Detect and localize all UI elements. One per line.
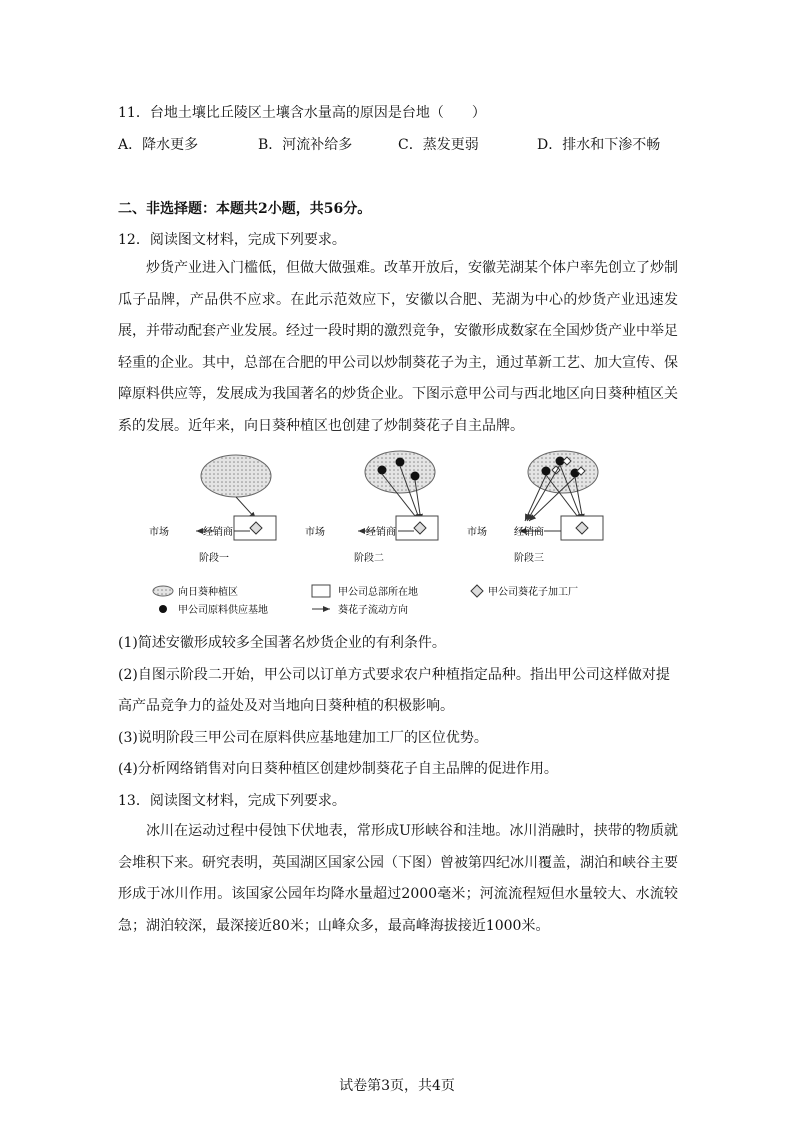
supply-base-icon	[542, 467, 551, 476]
q12-sub-2: (2)自图示阶段二开始，甲公司以订单方式要求农户种植指定品种。指出甲公司这样做对提	[118, 667, 670, 683]
sunflower-area	[365, 451, 435, 493]
sunflower-area	[201, 455, 271, 497]
stage-label: 阶段二	[354, 553, 384, 564]
q11-stem: 11．台地土壤比丘陵区土壤含水量高的原因是台地（ ）	[118, 105, 486, 121]
legend-base-label: 甲公司原料供应基地	[178, 605, 268, 616]
market-label: 市场	[305, 527, 325, 538]
supply-base-icon	[396, 458, 405, 467]
legend-area-label: 向日葵种植区	[178, 587, 238, 598]
stage-2	[305, 451, 438, 564]
supply-base-icon	[378, 466, 387, 475]
legend-flow-label: 葵花子流动方向	[338, 605, 408, 616]
dealer-label: 经销商	[514, 527, 544, 538]
q11-option-b: B．河流补给多	[258, 137, 353, 153]
q12-sub-2-cont: 高产品竞争力的益处及对当地向日葵种植的积极影响。	[118, 698, 454, 714]
q11-option-a: A．降水更多	[118, 137, 199, 153]
legend-hq-label: 甲公司总部所在地	[338, 587, 418, 598]
q13-paragraph: 冰川在运动过程中侵蚀下伏地表，常形成U形峡谷和洼地。冰川消融时，挟带的物质就会堆积下来。研究表明，英国湖区国家公园（下图）曾被第四纪冰川覆盖，湖泊和峡谷主要形成于冰川作用。该国家公园年均降水量超过2000毫米；河流流程短但水量较大、水流较急；湖泊较深，最深接近80米；山峰众多，最高峰海拔接近1000米。	[118, 823, 678, 934]
legend-factory-icon	[471, 585, 483, 597]
market-label: 市场	[149, 527, 169, 538]
legend-factory-label: 甲公司葵花子加工厂	[488, 587, 578, 598]
legend-base-icon	[159, 605, 167, 613]
legend-area-icon	[153, 586, 173, 596]
q13-stem: 13．阅读图文材料，完成下列要求。	[118, 793, 346, 809]
q12-paragraph: 炒货产业进入门槛低，但做大做强难。改革开放后，安徽芜湖某个体户率先创立了炒制瓜子品牌，产品供不应求。在此示范效应下，安徽以合肥、芜湖为中心的炒货产业迅速发展，并带动配套产业发展。经过一段时期的激烈竞争，安徽形成数家在全国炒货产业中举足轻重的企业。其中，总部在合肥的甲公司以炒制葵花子为主，通过革新工艺、加大宣传、保障原料供应等，发展成为我国著名的炒货企业。下图示意甲公司与西北地区向日葵种植区关系的发展。近年来，向日葵种植区也创建了炒制葵花子自主品牌。	[118, 260, 678, 434]
dealer-label: 经销商	[366, 527, 396, 538]
q11-option-c: C．蒸发更弱	[398, 137, 479, 153]
q12-sub-1: (1)简述安徽形成较多全国著名炒货企业的有利条件。	[118, 635, 446, 651]
stage-label: 阶段一	[199, 553, 229, 564]
q11-option-d: D．排水和下渗不畅	[537, 137, 661, 153]
diagram-legend	[153, 585, 578, 616]
q12-stem: 12．阅读图文材料，完成下列要求。	[118, 232, 346, 248]
page-footer: 试卷第3页，共4页	[339, 1078, 455, 1094]
stage-1	[149, 455, 276, 564]
stage-label: 阶段三	[514, 553, 544, 564]
stage-3	[467, 451, 603, 564]
legend-hq-icon	[312, 585, 330, 597]
section-heading: 二、非选择题：本题共2小题，共56分。	[118, 201, 372, 217]
q12-sub-4: (4)分析网络销售对向日葵种植区创建炒制葵花子自主品牌的促进作用。	[118, 761, 558, 777]
supply-base-icon	[411, 472, 420, 481]
market-label: 市场	[467, 527, 487, 538]
q12-sub-3: (3)说明阶段三甲公司在原料供应基地建加工厂的区位优势。	[118, 730, 488, 746]
dealer-label: 经销商	[203, 527, 233, 538]
